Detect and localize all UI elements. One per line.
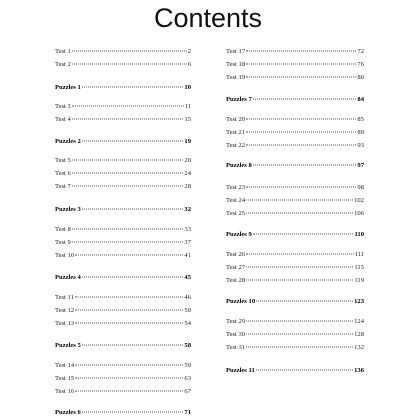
toc-entry: [55, 183, 191, 191]
dot-leader: [82, 412, 184, 413]
toc-section-entry: [226, 367, 364, 375]
toc-section-entry: [55, 206, 191, 214]
toc-entry: [55, 252, 191, 260]
toc-entry: [55, 61, 191, 69]
dot-leader: [246, 254, 353, 255]
toc-entry-page: 102: [354, 197, 364, 204]
toc-entry: [226, 264, 364, 272]
toc-entry-page: 93: [357, 142, 364, 149]
toc-entry-label: Test 22: [226, 142, 246, 149]
toc-entry-page: 50: [184, 307, 191, 314]
dot-leader: [246, 187, 356, 188]
toc-entry-label: Test 30: [226, 331, 246, 338]
toc-entry-page: 19: [184, 138, 191, 145]
page-title: Contents: [153, 3, 263, 33]
toc-section-entry: [226, 96, 364, 104]
dot-leader: [72, 51, 187, 52]
toc-entry-page: 80: [357, 74, 364, 81]
dot-leader: [246, 64, 356, 65]
toc-entry-page: 54: [184, 320, 191, 327]
toc-entry-page: 76: [357, 61, 364, 68]
toc-entry-label: Test 11: [55, 294, 74, 301]
toc-entry-page: 63: [184, 375, 191, 382]
dot-leader: [246, 200, 353, 201]
toc-entry-page: 123: [354, 298, 364, 305]
dot-leader: [75, 310, 183, 311]
toc-entry: [226, 277, 364, 285]
dot-leader: [72, 119, 184, 120]
toc-entry-label: Test 27: [226, 264, 246, 271]
dot-leader: [256, 370, 353, 371]
toc-entry: [55, 307, 191, 315]
toc-entry: [226, 251, 364, 259]
toc-section-entry: [55, 138, 191, 146]
dot-leader: [246, 119, 356, 120]
toc-entry-page: 32: [184, 206, 191, 213]
toc-entry-page: 111: [354, 251, 364, 258]
dot-leader: [72, 186, 184, 187]
toc-entry-label: Test 20: [226, 116, 246, 123]
toc-entry: [226, 129, 364, 137]
dot-leader: [72, 242, 184, 243]
toc-entry: [226, 344, 364, 352]
dot-leader: [75, 297, 184, 298]
toc-entry: [55, 362, 191, 370]
toc-entry-label: Test 29: [226, 318, 246, 325]
toc-entry-label: Test 19: [226, 74, 246, 81]
toc-entry: [55, 170, 191, 178]
toc-entry-page: 58: [184, 342, 191, 349]
toc-entry-page: 119: [354, 277, 364, 284]
toc-entry-page: 132: [354, 344, 364, 351]
toc-entry-label: Test 24: [226, 197, 246, 204]
toc-entry-label: Test 6: [55, 170, 71, 177]
toc-entry-label: Test 16: [55, 388, 75, 395]
toc-entry-label: Test 13: [55, 320, 75, 327]
toc-entry: [55, 320, 191, 328]
toc-entry-page: 72: [357, 48, 364, 55]
dot-leader: [72, 106, 184, 107]
toc-entry-page: 6: [187, 61, 191, 68]
toc-entry-page: 124: [354, 318, 364, 325]
toc-section-entry: [55, 84, 191, 92]
toc-entry-page: 45: [184, 274, 191, 281]
toc-entry: [226, 331, 364, 339]
toc-entry-page: 67: [184, 388, 191, 395]
dot-leader: [75, 255, 183, 256]
toc-section-entry: [226, 298, 364, 306]
toc-section-entry: [55, 342, 191, 350]
dot-leader: [246, 347, 353, 348]
dot-leader: [246, 267, 353, 268]
toc-entry-page: 110: [354, 231, 364, 238]
toc-entry-page: 33: [184, 226, 191, 233]
toc-entry: [226, 197, 364, 205]
dot-leader: [82, 209, 184, 210]
dot-leader: [75, 391, 183, 392]
toc-entry: [226, 210, 364, 218]
toc-entry-page: 115: [354, 264, 364, 271]
toc-entry: [226, 48, 364, 56]
toc-entry-label: Test 1: [55, 48, 71, 55]
toc-entry-page: 85: [357, 116, 364, 123]
toc-entry-page: 89: [357, 129, 364, 136]
toc-entry-label: Test 5: [55, 157, 71, 164]
toc-entry-label: Puzzles 8: [226, 162, 252, 169]
toc-entry-page: 98: [357, 184, 364, 191]
toc-entry-label: Puzzles 3: [55, 206, 81, 213]
toc-entry-label: Test 3: [55, 103, 71, 110]
dot-leader: [246, 321, 353, 322]
toc-entry-label: Test 8: [55, 226, 71, 233]
toc-entry: [55, 157, 191, 165]
dot-leader: [82, 277, 184, 278]
toc-entry-label: Test 31: [226, 344, 246, 351]
dot-leader: [72, 64, 187, 65]
dot-leader: [253, 234, 354, 235]
toc-entry-label: Puzzles 11: [226, 367, 255, 374]
toc-entry: [226, 74, 364, 82]
toc-entry-page: 71: [184, 409, 191, 416]
dot-leader: [75, 323, 183, 324]
dot-leader: [82, 141, 184, 142]
toc-entry-label: Test 9: [55, 239, 71, 246]
dot-leader: [72, 173, 184, 174]
dot-leader: [256, 301, 353, 302]
dot-leader: [246, 334, 353, 335]
toc-entry: [55, 388, 191, 396]
toc-entry-page: 28: [184, 183, 191, 190]
toc-entry: [226, 116, 364, 124]
toc-entry-label: Test 7: [55, 183, 71, 190]
dot-leader: [75, 365, 183, 366]
toc-entry: [55, 239, 191, 247]
toc-section-entry: [226, 162, 364, 170]
dot-leader: [75, 378, 183, 379]
toc-entry-page: 37: [184, 239, 191, 246]
toc-entry-page: 128: [354, 331, 364, 338]
toc-entry-label: Test 10: [55, 252, 75, 259]
toc-section-entry: [226, 231, 364, 239]
toc-entry: [226, 61, 364, 69]
toc-entry-page: 10: [184, 84, 191, 91]
dot-leader: [246, 132, 356, 133]
dot-leader: [82, 87, 184, 88]
toc-entry-label: Puzzles 2: [55, 138, 81, 145]
toc-entry-page: 24: [184, 170, 191, 177]
dot-leader: [253, 99, 357, 100]
dot-leader: [253, 165, 357, 166]
toc-entry-page: 46: [184, 294, 191, 301]
toc-entry-page: 15: [184, 116, 191, 123]
toc-entry-label: Puzzles 1: [55, 84, 81, 91]
toc-entry-label: Puzzles 9: [226, 231, 252, 238]
toc-entry-page: 41: [184, 252, 191, 259]
toc-entry: [226, 142, 364, 150]
toc-entry-page: 2: [187, 48, 191, 55]
dot-leader: [246, 77, 356, 78]
toc-entry: [226, 318, 364, 326]
toc-entry-page: 136: [354, 367, 364, 374]
toc-entry-label: Puzzles 6: [55, 409, 81, 416]
toc-entry-label: Puzzles 4: [55, 274, 81, 281]
toc-entry-label: Test 25: [226, 210, 246, 217]
toc-section-entry: [55, 274, 191, 282]
dot-leader: [72, 229, 184, 230]
toc-entry-label: Test 28: [226, 277, 246, 284]
toc-entry-page: 106: [354, 210, 364, 217]
toc-entry-label: Test 15: [55, 375, 75, 382]
toc-entry-page: 59: [184, 362, 191, 369]
toc-entry-label: Test 12: [55, 307, 75, 314]
toc-entry-page: 84: [357, 96, 364, 103]
toc-entry: [55, 375, 191, 383]
toc-entry-label: Puzzles 7: [226, 96, 252, 103]
toc-entry-label: Test 18: [226, 61, 246, 68]
dot-leader: [72, 160, 184, 161]
toc-entry-page: 20: [184, 157, 191, 164]
toc-entry-label: Puzzles 10: [226, 298, 256, 305]
toc-entry-label: Puzzles 5: [55, 342, 81, 349]
dot-leader: [246, 145, 356, 146]
toc-entry-page: 97: [357, 162, 364, 169]
toc-entry-label: Test 14: [55, 362, 75, 369]
toc-entry: [226, 184, 364, 192]
toc-entry-label: Test 21: [226, 129, 246, 136]
dot-leader: [82, 345, 184, 346]
toc-entry: [55, 48, 191, 56]
toc-entry-label: Test 4: [55, 116, 71, 123]
toc-entry: [55, 116, 191, 124]
dot-leader: [246, 280, 353, 281]
toc-entry: [55, 226, 191, 234]
toc-entry-page: 11: [184, 103, 191, 110]
toc-entry-label: Test 2: [55, 61, 71, 68]
toc-entry-label: Test 26: [226, 251, 246, 258]
toc-entry: [55, 103, 191, 111]
toc-entry-label: Test 17: [226, 48, 246, 55]
toc-entry: [55, 294, 191, 302]
toc-entry-label: Test 23: [226, 184, 246, 191]
dot-leader: [246, 213, 353, 214]
dot-leader: [246, 51, 356, 52]
